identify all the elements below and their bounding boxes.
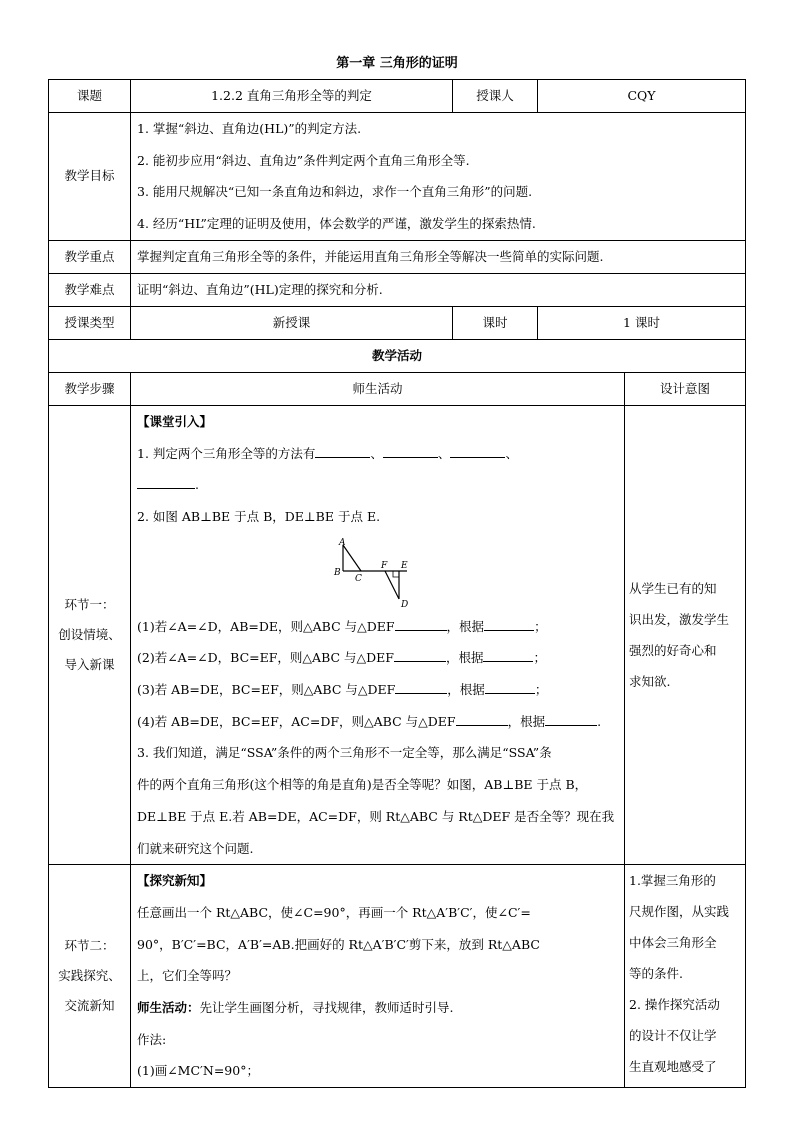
sub-text: ，根据: [445, 650, 484, 666]
sub-text: ；: [534, 682, 548, 698]
goals-label: 教学目标: [49, 113, 131, 241]
section1-heading: 【课堂引入】: [137, 413, 213, 429]
section2-heading: 【探究新知】: [137, 873, 213, 889]
answer-blank: [483, 647, 533, 662]
answer-blank: [394, 647, 446, 662]
section1-intent: [625, 405, 746, 864]
topic-value: 1.2.2 直角三角形全等的判定: [131, 80, 453, 113]
question-3-line: DE⊥BE 于点 E.若 AB=DE，AC=DF，则 Rt△ABC 与 Rt△DEF 是否全等？现在我: [137, 808, 615, 824]
section2-line: 任意画出一个 Rt△ABC，使∠C=90°，再画一个 Rt△A′B′C′，使∠C′=: [137, 904, 531, 920]
answer-blank: [450, 443, 505, 458]
section2-content: [131, 865, 625, 1088]
difficulty-label: 教学难点: [49, 273, 131, 306]
section1-step-line: 环节一：: [64, 597, 115, 613]
section2-intent: [625, 865, 746, 1088]
teacher-activity-text: 先让学生画图分析，寻找规律，教师适时引导.: [199, 1000, 454, 1016]
section1-step-line: 导入新课: [64, 657, 115, 673]
page-title: 第一章 三角形的证明: [336, 56, 458, 71]
goal-item: 4. 经历“HL”定理的证明及使用，体会数学的严谨，激发学生的探索热情.: [137, 216, 536, 232]
label-A: A: [339, 537, 346, 548]
goal-item: 2. 能初步应用“斜边、直角边”条件判定两个直角三角形全等.: [137, 152, 470, 168]
label-C: C: [355, 573, 362, 584]
key-point-label: 教学重点: [49, 240, 131, 273]
col-header-intent: 设计意图: [625, 372, 746, 405]
figure-wrap: [137, 537, 618, 611]
col-header-step: 教学步骤: [49, 372, 131, 405]
intent-line: 尺规作图，从实践: [629, 904, 730, 920]
label-D: D: [401, 599, 409, 609]
label-E: E: [401, 560, 408, 571]
answer-blank: [395, 679, 447, 694]
teacher-label: 授课人: [453, 80, 538, 113]
goal-item: 1. 掌握“斜边、直角边(HL)”的判定方法.: [137, 121, 362, 136]
hours-value: 1 课时: [538, 306, 746, 339]
sub-text: ；: [534, 618, 547, 634]
intent-line: 识出发，激发学生: [629, 612, 730, 628]
lesson-plan-table: [48, 79, 746, 1088]
sub-question: [137, 642, 618, 674]
teacher-activity-label: 师生活动：: [137, 1000, 200, 1016]
label-F: F: [381, 560, 388, 571]
sub-text: (1)若∠A=∠D，AB=DE，则△ABC 与△DEF: [137, 618, 395, 634]
intent-line: 1.掌握三角形的: [629, 873, 716, 889]
goal-item: 3. 能用尺规解决“已知一条直角边和斜边，求作一个直角三角形”的问题.: [137, 184, 533, 200]
section2-line: 上，它们全等吗？: [137, 968, 238, 984]
goals-list: [131, 113, 746, 241]
question-1: [137, 438, 618, 470]
method-label: 作法:: [137, 1031, 167, 1047]
separator: 、: [370, 445, 383, 461]
separator: 、: [505, 445, 518, 461]
sub-text: (3)若 AB=DE，BC=EF，则△ABC 与△DEF: [137, 682, 396, 698]
answer-blank: [315, 443, 370, 458]
difficulty-value: 证明“斜边、直角边”(HL)定理的探究和分析.: [131, 273, 746, 306]
triangle-figure: [327, 537, 417, 609]
section2-step-line: 实践探究、: [58, 968, 121, 984]
intent-line: 生直观地感受了: [629, 1059, 717, 1075]
sub-text: .: [597, 713, 602, 729]
question-3-line: 们就来研究这个问题.: [137, 840, 254, 856]
intent-line: 求知欲.: [629, 674, 671, 690]
intent-line: 2. 操作探究活动: [629, 997, 720, 1013]
sub-question: [137, 611, 618, 643]
section1-step: [49, 405, 131, 864]
sub-text: ，根据: [507, 713, 546, 729]
sub-text: (2)若∠A=∠D，BC=EF，则△ABC 与△DEF: [137, 650, 394, 666]
answer-blank: [383, 443, 438, 458]
sub-question: [137, 706, 618, 738]
teacher-activity: [137, 992, 618, 1024]
intent-line: 从学生已有的知: [629, 581, 717, 597]
answer-blank: [545, 711, 597, 726]
period: .: [195, 477, 199, 493]
answer-blank: [137, 474, 195, 489]
section2-step-line: 交流新知: [64, 998, 115, 1014]
lesson-type-label: 授课类型: [49, 306, 131, 339]
question-3-line: 3. 我们知道，满足“SSA”条件的两个三角形不一定全等，那么满足“SSA”条: [137, 745, 552, 761]
question-1-cont: [137, 469, 618, 501]
hours-label: 课时: [453, 306, 538, 339]
answer-blank: [484, 616, 534, 631]
sub-question: [137, 674, 618, 706]
section1-step-line: 创设情境、: [58, 627, 121, 643]
section2-step: [49, 865, 131, 1088]
activities-header: 教学活动: [49, 339, 746, 372]
method-step: (1)画∠MC′N=90°；: [137, 1063, 259, 1079]
key-point-value: 掌握判定直角三角形全等的条件，并能运用直角三角形全等解决一些简单的实际问题.: [131, 240, 746, 273]
teacher-value: CQY: [538, 80, 746, 113]
intent-line: 中体会三角形全: [629, 935, 717, 951]
label-B: B: [334, 567, 341, 578]
question-1-text: 1. 判定两个三角形全等的方法有: [137, 445, 316, 461]
lesson-type-value: 新授课: [131, 306, 453, 339]
intent-line: 的设计不仅让学: [629, 1028, 717, 1044]
col-header-activity: 师生活动: [131, 372, 625, 405]
section1-content: [131, 405, 625, 864]
intent-line: 强烈的好奇心和: [629, 643, 717, 659]
question-2: 2. 如图 AB⊥BE 于点 B，DE⊥BE 于点 E.: [137, 508, 381, 524]
answer-blank: [395, 616, 447, 631]
section2-line: 90°，B′C′=BC，A′B′=AB.把画好的 Rt△A′B′C′剪下来，放到 Rt△ABC: [137, 936, 540, 952]
separator: 、: [437, 445, 451, 461]
answer-blank: [485, 679, 535, 694]
topic-label: 课题: [49, 80, 131, 113]
sub-text: ；: [533, 650, 546, 666]
intent-line: 等的条件.: [629, 966, 683, 982]
sub-text: ，根据: [447, 682, 485, 698]
sub-text: ，根据: [446, 618, 485, 634]
sub-text: (4)若 AB=DE，BC=EF，AC=DF，则△ABC 与△DEF: [137, 713, 456, 729]
answer-blank: [456, 711, 508, 726]
section2-step-line: 环节二：: [64, 938, 115, 954]
question-3-line: 件的两个直角三角形(这个相等的角是直角)是否全等呢？如图，AB⊥BE 于点 B，: [137, 777, 588, 793]
